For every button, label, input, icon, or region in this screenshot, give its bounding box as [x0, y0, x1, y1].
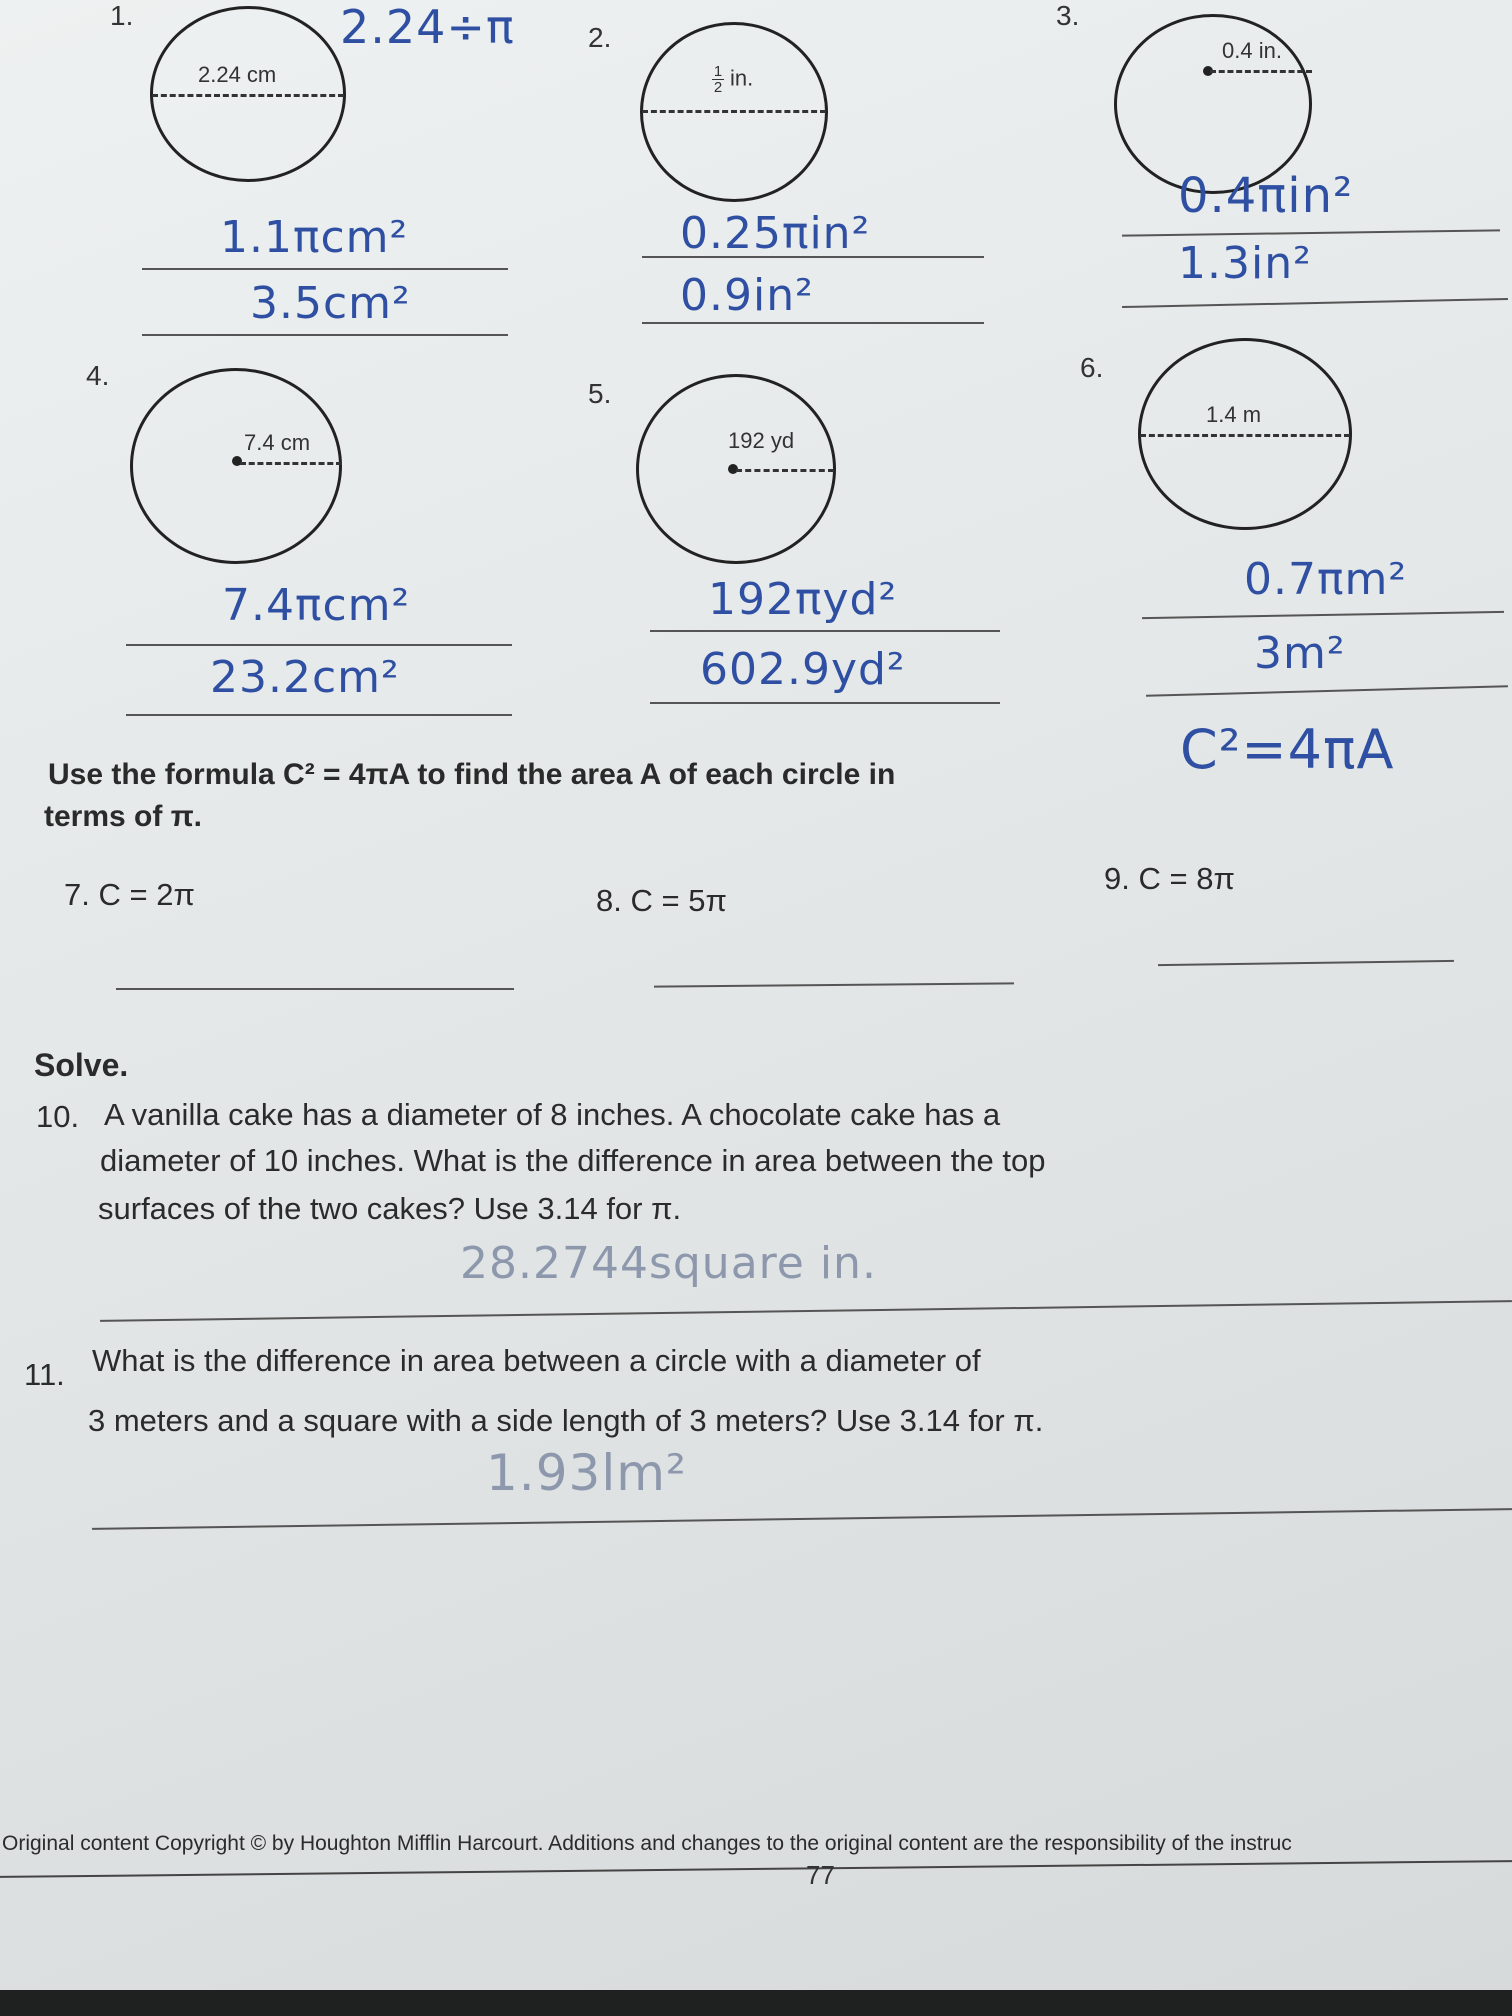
- problem-number-1: 1.: [110, 0, 134, 31]
- radius-line-5: [736, 469, 834, 472]
- circle-label-4: 7.4 cm: [244, 430, 311, 455]
- answer-pi-5: 192πyd²: [708, 574, 898, 625]
- solve-heading: Solve.: [34, 1047, 129, 1083]
- fraction-one-half: $\frac{1}{2}$: [713, 63, 723, 96]
- answer-num-5: 602.9yd²: [700, 644, 906, 695]
- answer-num-6: 3m²: [1254, 628, 1346, 679]
- desk-edge: [0, 1990, 1512, 2016]
- page-number: 77: [806, 1860, 835, 1890]
- item-text-8: C = 5π: [630, 883, 727, 918]
- circle-label-2: $\frac{1}{2}$ in.: [713, 63, 754, 96]
- formula-prompt-line1: Use the formula C² = 4πA to find the area A of each circle in: [48, 758, 896, 791]
- question-10-answer: 28.2744square in.: [460, 1238, 877, 1289]
- circle-label-6: 1.4 m: [1206, 402, 1262, 427]
- item-text-9: C = 8π: [1138, 861, 1235, 896]
- answer-pi-1: 1.1πcm²: [220, 212, 409, 263]
- diameter-line-2: [642, 110, 826, 113]
- circle-label-5: 192 yd: [728, 428, 795, 453]
- problem-number-3: 3.: [1056, 0, 1080, 31]
- question-10-line1: A vanilla cake has a diameter of 8 inches. A chocolate cake has a: [104, 1097, 1001, 1132]
- question-10-line2: diameter of 10 inches. What is the difference in area between the top: [100, 1143, 1046, 1178]
- circle-diagram-4: [130, 368, 342, 564]
- item-8: [596, 878, 727, 924]
- answer-pi-4: 7.4πcm²: [222, 580, 411, 631]
- answer-line-2b: [642, 322, 984, 324]
- question-11-line1: What is the difference in area between a circle with a diameter of: [92, 1343, 981, 1378]
- answer-line-7: [116, 988, 514, 990]
- answer-line-5b: [650, 702, 1000, 704]
- problem-number-5: 5.: [588, 378, 612, 409]
- radius-line-3: [1210, 70, 1312, 73]
- answer-num-4: 23.2cm²: [210, 652, 400, 703]
- item-number-7: 7.: [64, 877, 90, 912]
- answer-line-4a: [126, 644, 512, 646]
- answer-line-6b: [1146, 685, 1508, 696]
- item-number-8: 8.: [596, 883, 622, 918]
- radius-line-4: [240, 462, 342, 465]
- handwritten-formula: C²=4πA: [1180, 718, 1395, 781]
- answer-line-3a: [1122, 229, 1500, 236]
- question-10-number: 10.: [36, 1099, 80, 1134]
- answer-pi-3: 0.4πin²: [1178, 168, 1354, 224]
- question-11-answer: 1.93lm²: [486, 1444, 687, 1502]
- item-7: [64, 872, 195, 918]
- answer-pi-6: 0.7πm²: [1244, 554, 1407, 605]
- item-text-7: C = 2π: [98, 877, 195, 912]
- diameter-line-6: [1140, 434, 1350, 437]
- item-9: [1104, 856, 1235, 902]
- problem-number-4: 4.: [86, 360, 110, 391]
- circle-diagram-3: [1114, 14, 1312, 194]
- handwritten-work-1: 2.24÷π: [340, 0, 515, 54]
- problem-number-2: 2.: [588, 22, 612, 53]
- answer-line-1a: [142, 268, 508, 270]
- answer-line-6a: [1142, 611, 1504, 619]
- answer-line-3b: [1122, 298, 1508, 308]
- answer-line-10: [100, 1300, 1512, 1322]
- question-10-line3: surfaces of the two cakes? Use 3.14 for π.: [98, 1191, 682, 1226]
- circle-label-1: 2.24 cm: [198, 62, 277, 87]
- copyright-notice: Original content Copyright © by Houghton Mifflin Harcourt. Additions and changes to the original content are the responsibility of the instruc: [2, 1832, 1292, 1855]
- answer-num-3: 1.3in²: [1178, 238, 1312, 289]
- item-number-9: 9.: [1104, 861, 1130, 896]
- footer-rule: [0, 1860, 1512, 1878]
- question-11-line2: 3 meters and a square with a side length of 3 meters? Use 3.14 for π.: [88, 1403, 1044, 1438]
- answer-line-11: [92, 1508, 1512, 1530]
- diameter-line-1: [152, 94, 344, 97]
- circle-label-3: 0.4 in.: [1222, 38, 1282, 63]
- answer-line-1b: [142, 334, 508, 336]
- answer-num-2: 0.9in²: [680, 270, 814, 321]
- answer-line-4b: [126, 714, 512, 716]
- answer-pi-2: 0.25πin²: [680, 208, 871, 259]
- question-11-number: 11.: [24, 1357, 65, 1392]
- answer-num-1: 3.5cm²: [250, 278, 411, 329]
- formula-prompt-line2: terms of π.: [44, 800, 202, 833]
- answer-line-8: [654, 982, 1014, 987]
- answer-line-9: [1158, 960, 1454, 966]
- answer-line-5a: [650, 630, 1000, 632]
- problem-number-6: 6.: [1080, 352, 1104, 383]
